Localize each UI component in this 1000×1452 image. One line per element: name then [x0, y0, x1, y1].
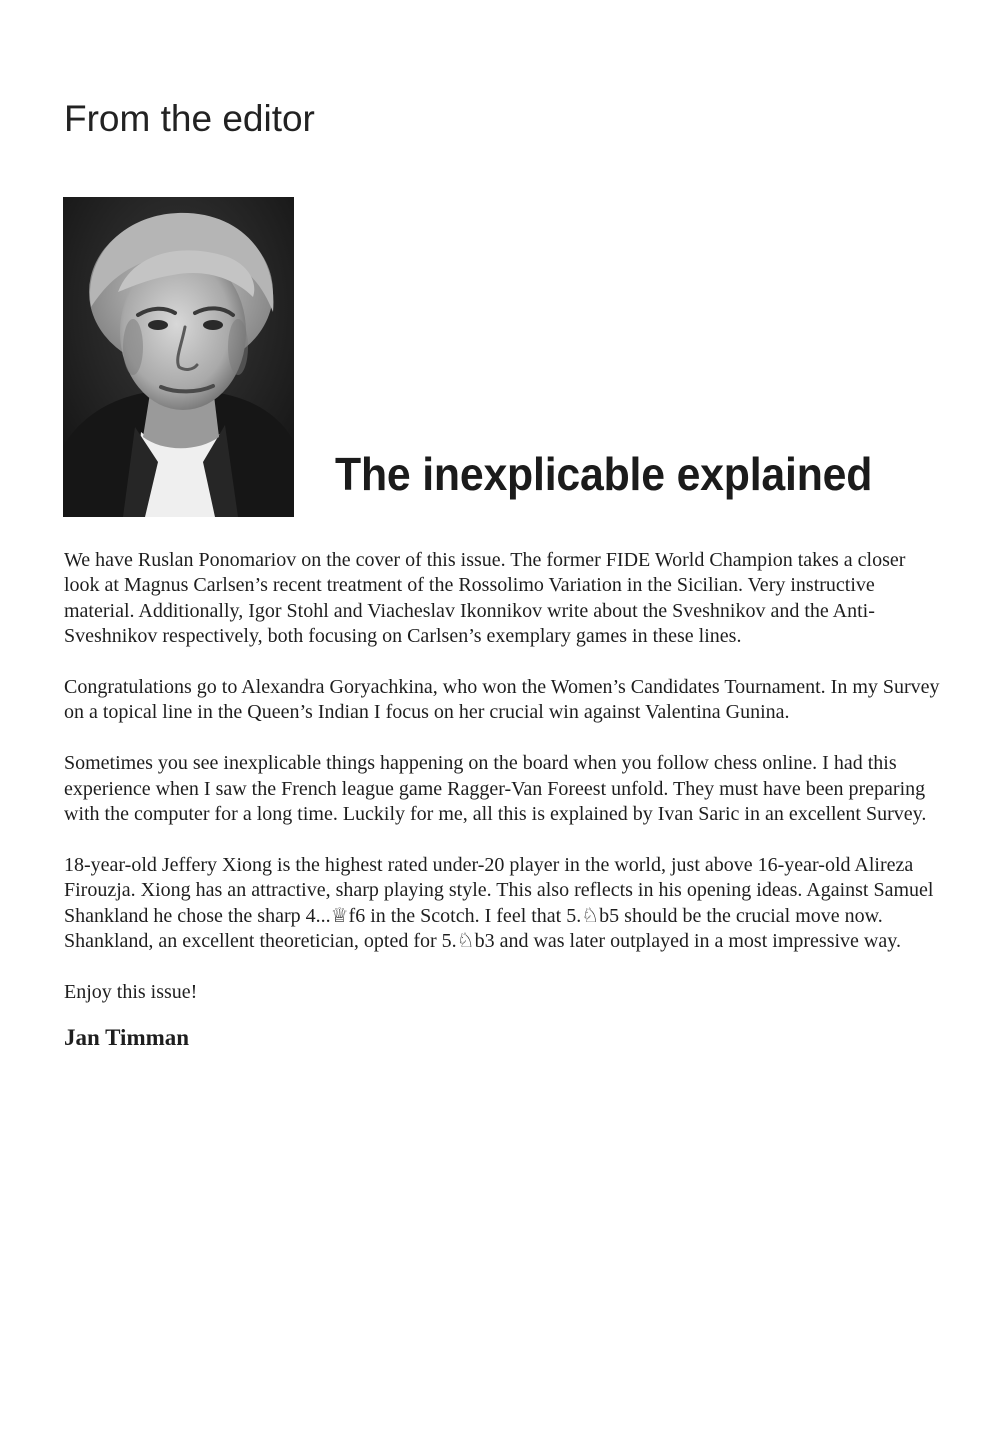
paragraph: Sometimes you see inexplicable things happening on the board when you follow chess online. I had this experience when I saw the French league game Ragger-Van Foreest unfold. They must have been preparing with the computer for a long time. Luckily for me, all this is explained by Ivan Saric in an excellent Survey.	[64, 752, 927, 826]
section-title: From the editor	[64, 98, 315, 139]
article-headline: The inexplicable explained	[335, 448, 873, 500]
article-body	[64, 548, 944, 1075]
closing-line: Enjoy this issue!	[64, 980, 198, 1003]
paragraph: We have Ruslan Ponomariov on the cover of this issue. The former FIDE World Champion takes a closer look at Magnus Carlsen’s recent treatment of the Rossolimo Variation in the Sicilian. Very instructive material. Additionally, Igor Stohl and Viacheslav Ikonnikov write about the Sveshnikov and the Anti-Sveshnikov respectively, both focusing on Carlsen’s exemplary games in these lines.	[64, 549, 906, 648]
paragraph: 18-year-old Jeffery Xiong is the highest rated under-20 player in the world, just above 16-year-old Alireza Firouzja. Xiong has an attractive, sharp playing style. This also reflects in his opening ideas. Against Samuel Shankland he chose the sharp 4...♕f6 in the Scotch. I feel that 5.♘b5 should be the crucial move now. Shankland, an excellent theoretician, opted for 5.♘b3 and was later outplayed in a most impressive way.	[64, 853, 934, 953]
paragraph: Congratulations go to Alexandra Goryachkina, who won the Women’s Candidates Tournament. In my Survey on a topical line in the Queen’s Indian I focus on her crucial win against Valentina Gunina.	[64, 676, 940, 724]
author-signature: Jan Timman	[64, 1024, 190, 1050]
editor-portrait	[63, 197, 294, 517]
